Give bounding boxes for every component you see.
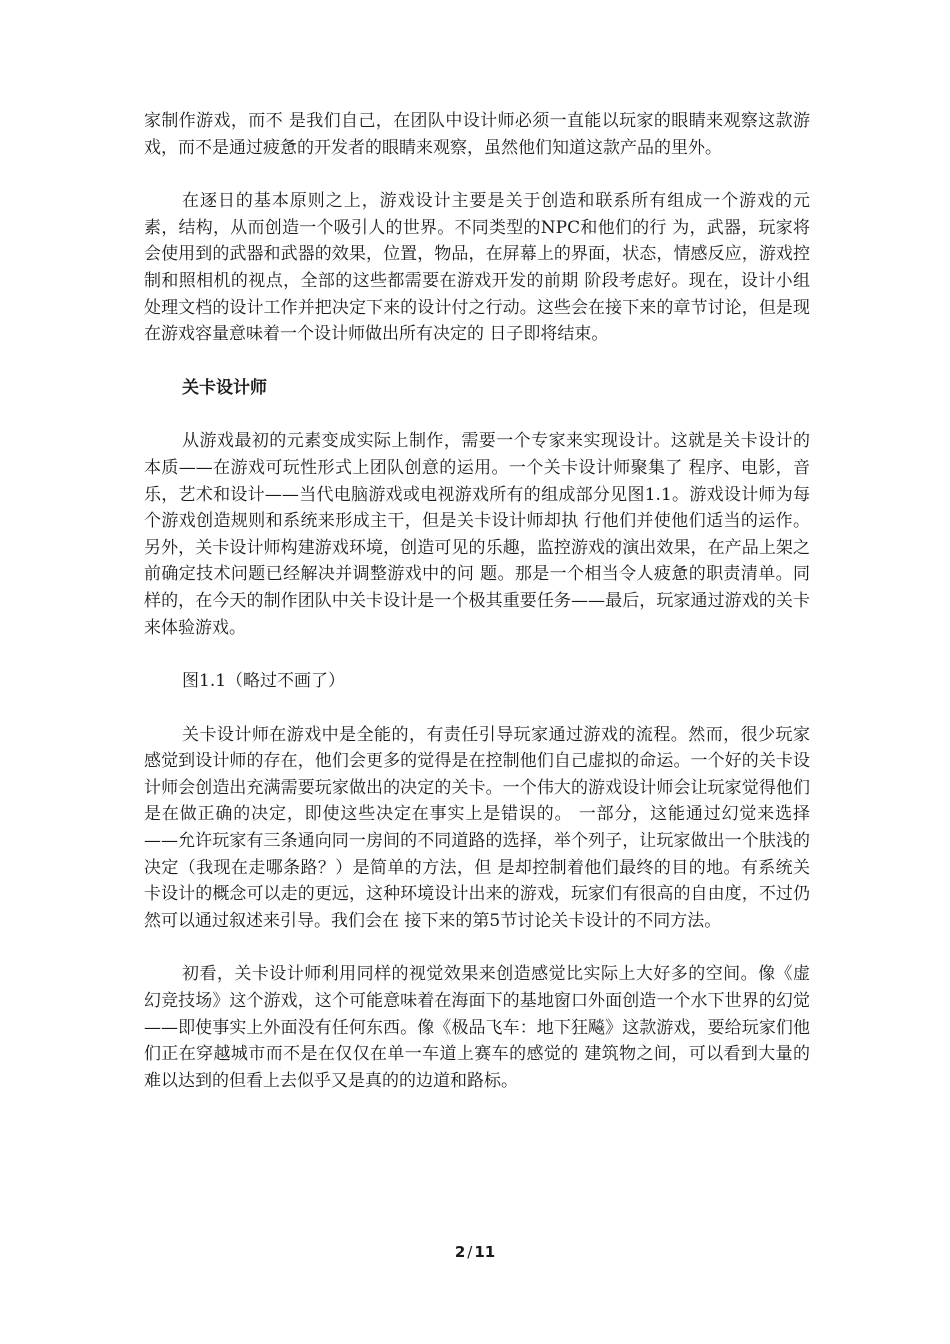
paragraph-visual-effects: 初看，关卡设计师利用同样的视觉效果来创造感觉比实际上大好多的空间。像《虚幻竞技场》这个游戏，这个可能意味着在海面下的基地窗口外面创造一个水下世界的幻觉——即使事实上外面没有任何东西。像《极品飞车：地下狂飚》这款游戏，要给玩家们他们正在穿越城市而不是在仅仅在单一车道上赛车的感觉的 建筑物之间，可以看到大量的难以达到的但看上去似乎又是真的的边道和路标。: [144, 964, 810, 1091]
page-current: 2: [454, 1243, 466, 1261]
paragraph-level-designer-role: 关卡设计师在游戏中是全能的，有责任引导玩家通过游戏的流程。然而，很少玩家感觉到设计师的存在，他们会更多的觉得是在控制他们自己虚拟的命运。一个好的关卡设计师会创造出充满需要玩家做出的决定的关卡。一个伟大的游戏设计师会让玩家觉得他们是在做正确的决定，即使这些决定在事实上是错误的。 一部分，这能通过幻觉来选择——允许玩家有三条通向同一房间的不同道路的选择，举个列子，让玩家做出一个肤浅的决定（我现在走哪条路？）是简单的方法，但 是却控制着他们最终的目的地。有系统关卡设计的概念可以走的更远，这种环境设计出来的游戏，玩家们有很高的自由度，不过仍然可以通过叙述来引导。我们会在 接下来的第5节讨论关卡设计的不同方法。: [144, 724, 810, 931]
paragraph-gap: [144, 348, 810, 375]
paragraph-gap: [144, 641, 810, 668]
paragraph-gap: [144, 695, 810, 722]
section-heading: 关卡设计师: [182, 377, 267, 398]
page-total: 11: [474, 1243, 496, 1261]
page-separator: /: [467, 1243, 473, 1261]
paragraph-game-design: 在逐日的基本原则之上，游戏设计主要是关于创造和联系所有组成一个游戏的元素，结构，从而创造一个吸引人的世界。不同类型的NPC和他们的行 为，武器，玩家将会使用到的武器和武器的效果，位置，物品，在屏幕上的界面，状态，情感反应，游戏控制和照相机的视点，全部的这些都需要在游戏开发的前期 阶段考虑好。现在，设计小组处理文档的设计工作并把决定下来的设计付之行动。这些会在接下来的章节讨论，但是现在游戏容量意味着一个设计师做出所有决定的 日子即将结束。: [144, 191, 810, 345]
paragraph-level-designer-intro: 从游戏最初的元素变成实际上制作，需要一个专家来实现设计。这就是关卡设计的本质——在游戏可玩性形式上团队创意的运用。一个关卡设计师聚集了 程序、电影，音乐，艺术和设计——当代电脑游戏或电视游戏所有的组成部分见图1.1。游戏设计师为每个游戏创造规则和系统来形成主干，但是关卡设计师却执 行他们并使他们适当的运作。另外，关卡设计师构建游戏环境，创造可见的乐趣，监控游戏的演出效果，在产品上架之前确定技术问题已经解决并调整游戏中的问 题。那是一个相当令人疲惫的职责清单。同样的，在今天的制作团队中关卡设计是一个极其重要任务——最后，玩家通过游戏的关卡来体验游戏。: [144, 431, 810, 638]
figure-caption: 图1.1（略过不画了）: [182, 671, 346, 692]
paragraph-gap: [144, 934, 810, 961]
document-body: [144, 108, 810, 1094]
paragraph-gap: [144, 161, 810, 188]
paragraph-gap: [144, 401, 810, 428]
paragraph-continuation: 家制作游戏，而不 是我们自己，在团队中设计师必须一直能以玩家的眼睛来观察这款游戏，而不是通过疲惫的开发者的眼睛来观察，虽然他们知道这款产品的里外。: [144, 111, 810, 158]
page-number: [0, 1243, 950, 1261]
